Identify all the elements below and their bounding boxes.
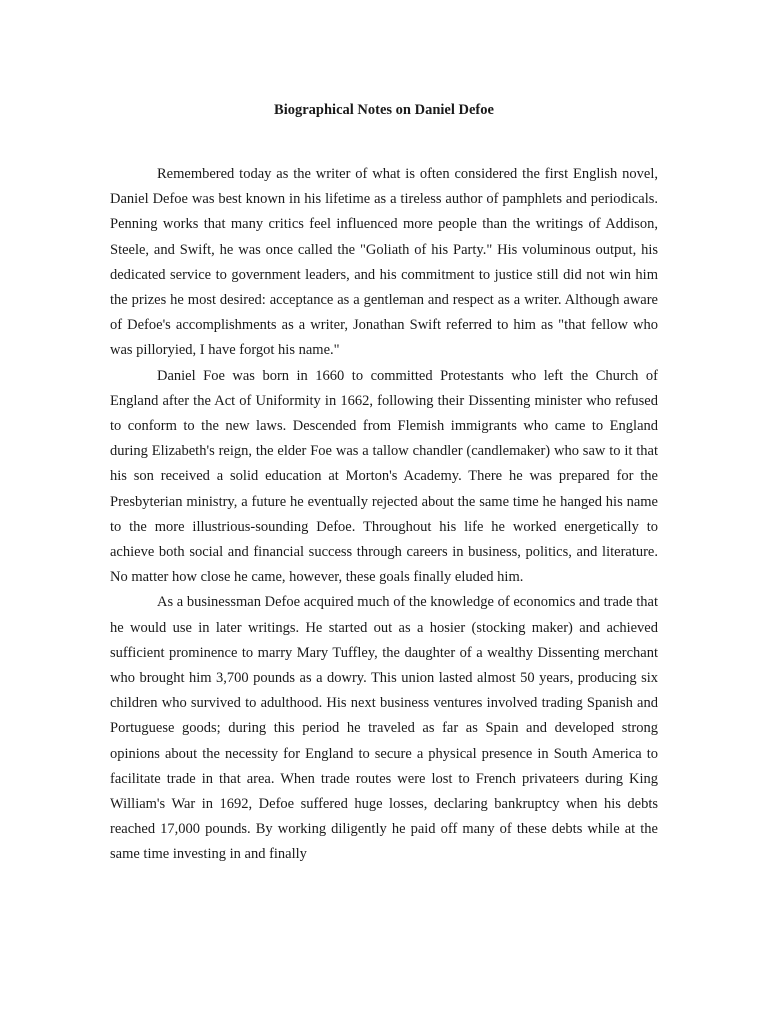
document-title: Biographical Notes on Daniel Defoe (274, 102, 494, 118)
paragraph-3: As a businessman Defoe acquired much of the knowledge of economics and trade that he would use in later writings. He started out as a hosier (stocking maker) and achieved sufficient prominence to marry Mary Tuffley, the daughter of a wealthy Dissenting merchant who brought him 3,700 pounds as a dowry. This union lasted almost 50 years, producing six children who survived to adulthood. His next business ventures involved trading Spanish and Portuguese goods; during this period he traveled as far as Spain and developed strong opinions about the necessity for England to secure a physical presence in South America to facilitate trade in that area. When trade routes were lost to French privateers during King William's War in 1692, Defoe suffered huge losses, declaring bankruptcy when his debts reached 17,000 pounds. By working diligently he paid off many of these debts while at the same time investing in and finally (110, 594, 658, 863)
paragraph-1: Remembered today as the writer of what is often considered the first English novel, Daniel Defoe was best known in his lifetime as a tireless author of pamphlets and periodicals. Penning works that many critics feel influenced more people than the writings of Addison, Steele, and Swift, he was once called the "Goliath of his Party." His voluminous output, his dedicated service to government leaders, and his commitment to justice still did not win him the prizes he most desired: acceptance as a gentleman and respect as a writer. Although aware of Defoe's accomplishments as a writer, Jonathan Swift referred to him as "that fellow who was pilloryied, I have forgot his name." (110, 166, 658, 359)
paragraph-2: Daniel Foe was born in 1660 to committed Protestants who left the Church of England after the Act of Uniformity in 1662, following their Dissenting minister who refused to conform to the new laws. Descended from Flemish immigrants who came to England during Elizabeth's reign, the elder Foe was a tallow chandler (candlemaker) who saw to it that his son received a solid education at Morton's Academy. There he was prepared for the Presbyterian ministry, a future he eventually rejected about the same time he hanged his name to the more illustrious-sounding Defoe. Throughout his life he worked energetically to achieve both social and financial success through careers in business, politics, and literature. No matter how close he came, however, these goals finally eluded him. (110, 367, 658, 586)
document-body (110, 162, 658, 868)
